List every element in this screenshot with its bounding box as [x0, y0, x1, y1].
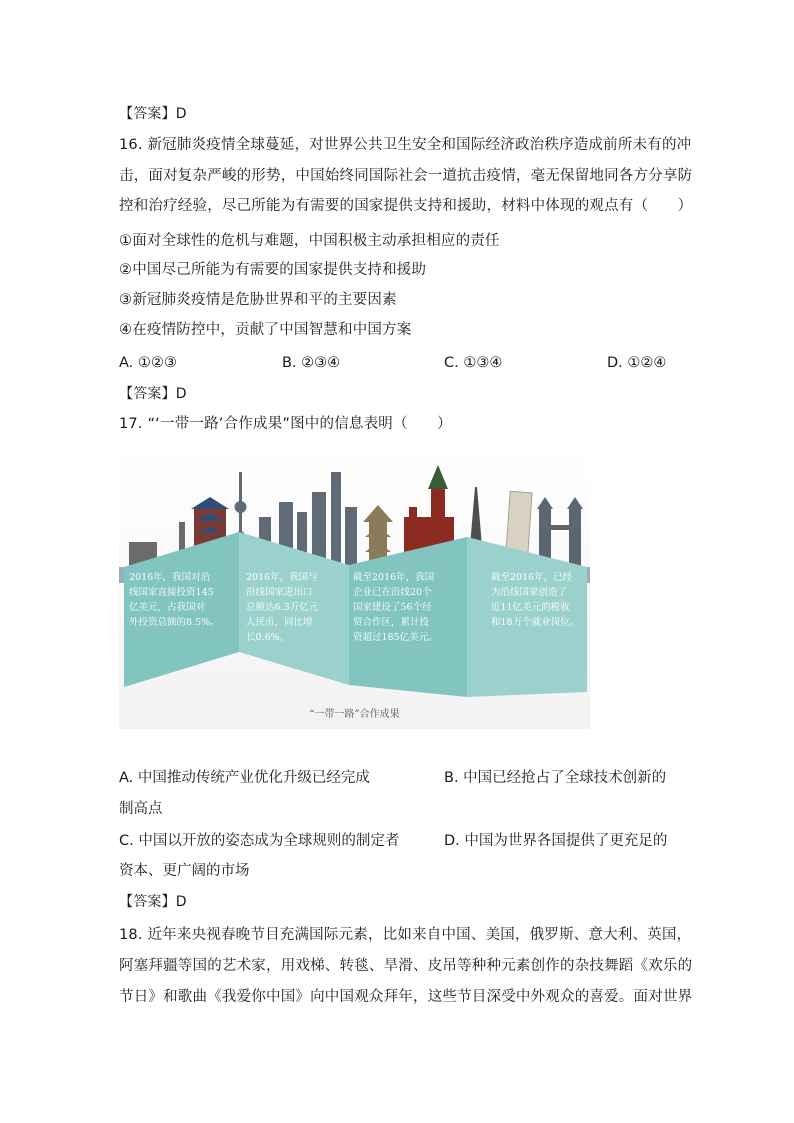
- panel-2-line-2: 沿线国家进出口: [246, 587, 313, 598]
- q16-option-c[interactable]: C. ①③④: [444, 355, 503, 371]
- panel-2-line-3: 总额达6.3万亿元: [246, 602, 319, 613]
- panel-4-line-3: 近11亿美元的税收: [491, 602, 570, 613]
- q18-stem-line-3: 节日》和歌曲《我爱你中国》向中国观众拜年，这些节目深受中外观众的喜爱。面对世界: [119, 989, 693, 1005]
- panel-3-line-4: 贸合作区，累计投: [353, 617, 430, 628]
- q17-option-c[interactable]: C. 中国以开放的姿态成为全球规则的制定者: [119, 833, 400, 849]
- panel-2-line-5: 长0.6%。: [246, 632, 290, 643]
- q16-stem-line-1: 16. 新冠肺炎疫情全球蔓延，对世界公共卫生安全和国际经济政治秩序造成前所未有的冲: [119, 137, 692, 153]
- figure-caption: “一带一路”合作成果: [309, 709, 400, 720]
- panel-2-line-4: 人民币，同比增: [246, 617, 313, 628]
- q16-statement-1: ①面对全球性的危机与难题，中国积极主动承担相应的责任: [119, 233, 500, 249]
- q16-statement-2: ②中国尽己所能为有需要的国家提供支持和援助: [119, 262, 427, 278]
- panel-3-line-5: 资超过185亿美元。: [353, 632, 438, 643]
- q16-statement-4: ④在疫情防控中，贡献了中国智慧和中国方案: [119, 322, 412, 338]
- q17-option-d[interactable]: D. 中国为世界各国提供了更充足的: [444, 833, 668, 849]
- q17-answer: 【答案】D: [119, 894, 187, 910]
- panel-4-line-2: 为沿线国家创造了: [491, 587, 568, 598]
- panel-1-line-3: 亿美元，占我国对: [129, 602, 206, 613]
- q16-answer: 【答案】D: [119, 386, 187, 402]
- belt-road-illustration: [119, 447, 590, 729]
- q16-option-a[interactable]: A. ①②③: [119, 355, 177, 371]
- belt-road-figure: [119, 447, 590, 729]
- q18-stem-line-1: 18. 近年来央视春晚节目充满国际元素，比如来自中国、美国，俄罗斯、意大利、英国，: [119, 927, 692, 943]
- q17-option-b[interactable]: B. 中国已经抢占了全球技术创新的: [444, 770, 667, 786]
- q15-answer: 【答案】D: [119, 106, 187, 122]
- panel-3-text: [353, 571, 438, 643]
- panel-4-line-1: 截至2016年，已经: [491, 572, 573, 583]
- q16-option-d[interactable]: D. ①②④: [607, 355, 667, 371]
- q17-option-a[interactable]: A. 中国推动传统产业优化升级已经完成: [119, 770, 370, 786]
- panel-4-line-4: 和18万个就业岗位。: [491, 617, 580, 628]
- q17-option-b-continued: 制高点: [119, 801, 163, 817]
- panel-1-line-4: 外投资总额的8.5%。: [129, 617, 220, 628]
- panel-2-line-1: 2016年，我国与: [246, 572, 318, 583]
- panel-3-line-1: 截至2016年，我国: [353, 572, 435, 583]
- panel-1-line-1: 2016年，我国对沿: [129, 572, 211, 583]
- q17-option-d-continued: 资本、更广阔的市场: [119, 863, 250, 879]
- q16-option-b[interactable]: B. ②③④: [282, 355, 341, 371]
- q17-stem: 17. “‘一带一路’合作成果”图中的信息表明（ ）: [119, 416, 452, 432]
- q16-stem-line-2: 击，面对复杂严峻的形势，中国始终同国际社会一道抗击疫情，毫无保留地同各方分享防: [119, 168, 693, 184]
- panel-1-line-2: 线国家直接投资145: [129, 587, 214, 598]
- q16-statement-3: ③新冠肺炎疫情是危胁世界和平的主要因素: [119, 292, 397, 308]
- q16-stem-line-3: 控和治疗经验，尽己所能为有需要的国家提供支持和援助，材料中体现的观点有（ ）: [119, 198, 693, 214]
- panel-3-line-3: 国家建设了56个经: [353, 602, 432, 613]
- panel-3-line-2: 企业已在沿线20个: [353, 587, 432, 598]
- q18-stem-line-2: 阿塞拜疆等国的艺术家，用戏梯、转毯、旱滑、皮吊等种种元素创作的杂技舞蹈《欢乐的: [119, 958, 693, 974]
